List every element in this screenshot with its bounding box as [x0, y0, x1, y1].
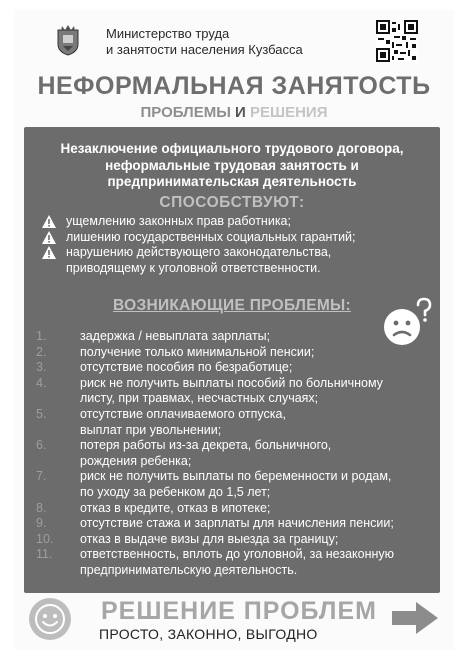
problem-item [36, 532, 432, 548]
contribute-heading: СПОСОБСТВУЮТ: [159, 194, 305, 211]
problem-number: 4. [36, 375, 47, 390]
problem-line: ответственность, вплоть до уголовной, за незаконную [80, 547, 395, 562]
intro-line: предпринимательская деятельность [107, 174, 357, 189]
problem-number: 2. [36, 344, 47, 359]
problem-list [36, 329, 432, 579]
solution-footer [14, 595, 454, 650]
kuzbass-emblem-icon [54, 24, 82, 56]
subtitle-problems: ПРОБЛЕМЫ [140, 104, 231, 121]
arrow-right-icon [390, 601, 440, 635]
problem-line: отсутствие стажа и зарплаты для начисления пенсии; [80, 516, 394, 531]
ministry-line-2: и занятости населения Кузбасса [106, 42, 303, 57]
warning-line: нарушению действующего законодательства, [66, 245, 332, 259]
ministry-name [106, 26, 303, 58]
warning-item [42, 245, 432, 276]
flyer-sheet [14, 10, 454, 650]
warning-icon [42, 231, 56, 244]
problem-line: потеря работы из-за декрета, больничного, [80, 438, 332, 453]
problem-line: предпринимательскую деятельность. [80, 562, 298, 577]
problem-item [36, 376, 432, 407]
info-panel [24, 127, 440, 593]
problem-item [36, 360, 432, 376]
problem-line: отсутствие оплачиваемого отпуска, [80, 406, 286, 421]
subtitle-and: И [235, 104, 246, 121]
problem-line: по уходу за ребенком до 1,5 лет; [80, 484, 271, 499]
warning-item [42, 214, 432, 230]
problem-line: отсутствие пособия по безработице; [80, 360, 293, 375]
intro-line: Незаключение официального трудового договора, [60, 141, 404, 156]
warning-line: приводящему к уголовной ответственности. [66, 260, 321, 275]
smile-icon [28, 597, 72, 641]
problem-line: получение только минимальной пенсии; [80, 344, 315, 359]
intro-text [32, 141, 432, 191]
solution-title: РЕШЕНИЕ ПРОБЛЕМ [101, 597, 377, 625]
page-title: НЕФОРМАЛЬНАЯ ЗАНЯТОСТЬ [37, 72, 431, 100]
warning-item [42, 230, 432, 246]
problem-item [36, 438, 432, 469]
warning-list [42, 214, 432, 276]
problem-item [36, 329, 432, 345]
page-subtitle [14, 104, 454, 121]
solution-subtitle: ПРОСТО, ЗАКОННО, ВЫГОДНО [99, 626, 318, 642]
problem-line: отказ в выдаче визы для выезда за границу; [80, 531, 339, 546]
problem-item [36, 547, 432, 578]
problem-item [36, 407, 432, 438]
problem-item [36, 516, 432, 532]
problem-line: задержка / невыплата зарплаты; [80, 329, 271, 343]
warning-icon [42, 215, 56, 228]
problem-number: 11. [36, 547, 53, 562]
problem-number: 5. [36, 406, 47, 421]
problem-number: 9. [36, 516, 47, 531]
problem-number: 3. [36, 360, 47, 375]
intro-line: неформальные трудовая занятость и [105, 157, 359, 173]
problem-line: рождения ребенка; [80, 453, 192, 468]
problem-line: листу, при травмах, несчастных случаях; [80, 391, 319, 406]
problem-item [36, 345, 432, 361]
problems-heading: ВОЗНИКАЮЩИЕ ПРОБЛЕМЫ: [113, 297, 351, 314]
problem-item [36, 501, 432, 517]
problem-line: риск не получить выплаты по беременности и родам, [80, 469, 392, 484]
header [14, 10, 454, 70]
problem-number: 8. [36, 500, 47, 515]
qr-code-icon[interactable] [376, 20, 418, 62]
problem-line: отказ в кредите, отказ в ипотеке; [80, 500, 271, 515]
warning-line: ущемлению законных прав работника; [66, 214, 291, 228]
warning-icon [42, 246, 56, 259]
subtitle-solutions: РЕШЕНИЯ [250, 104, 328, 121]
ministry-line-1: Министерство труда [106, 26, 230, 41]
problem-number: 10. [36, 531, 54, 546]
problem-number: 6. [36, 438, 47, 453]
problem-number: 1. [36, 329, 47, 343]
problem-line: риск не получить выплаты пособий по больничному [80, 375, 383, 390]
problem-item [36, 469, 432, 500]
warning-line: лишению государственных социальных гарантий; [66, 229, 356, 244]
problem-number: 7. [36, 469, 47, 484]
problem-line: выплат при увольнении; [80, 422, 222, 437]
